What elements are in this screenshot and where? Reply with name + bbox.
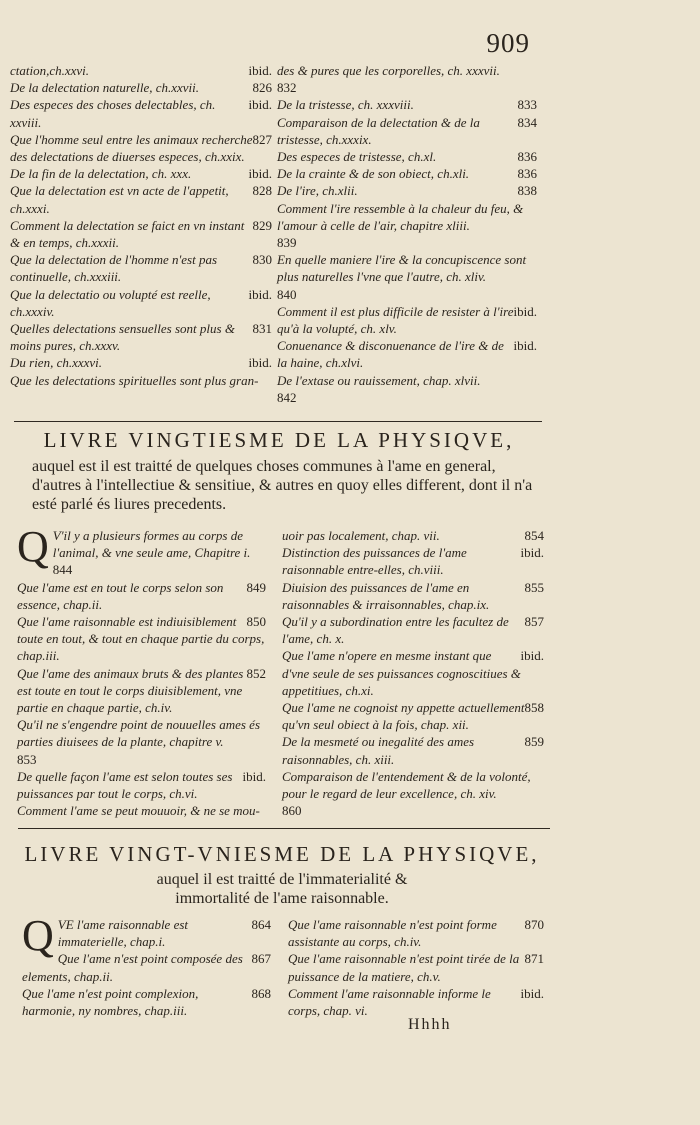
page-number: 909 xyxy=(486,28,530,58)
toc-entry-page: ibid. xyxy=(513,303,537,319)
toc-entry xyxy=(10,131,272,165)
toc-entry xyxy=(10,217,272,251)
toc-entry-title: ctation,ch.xxvi. xyxy=(10,63,90,78)
toc-entry xyxy=(282,647,544,699)
toc-entry xyxy=(17,522,266,579)
toc-entry-page: ibid. xyxy=(520,545,544,561)
toc-entry-title: Des especes des choses delectables, ch. xxviii. xyxy=(10,97,216,130)
toc-entry-title: Que l'ame est en tout le corps selon son essence, chap.ii. xyxy=(17,579,224,612)
toc-entry-title: De la mesmeté ou inegalité des ames raisonnables, ch. xiii. xyxy=(282,734,475,767)
toc-entry xyxy=(17,665,266,717)
toc-entry xyxy=(282,613,544,647)
toc-entry xyxy=(282,579,544,613)
divider-rule xyxy=(14,421,542,422)
toc-entry xyxy=(282,544,544,578)
toc-entry-page: ibid. xyxy=(520,985,544,1001)
toc-entry xyxy=(22,950,271,984)
toc-entry-title: Diuision des puissances de l'ame en raisonnables & irraisonnables, chap.ix. xyxy=(282,579,490,612)
toc-entry xyxy=(10,165,272,182)
toc-entry-title: V'il y a plusieurs formes au corps de l'animal, & vne seule ame, Chapitre i. xyxy=(52,528,251,561)
toc-entry-page: 871 xyxy=(524,951,544,967)
toc-entry-page: 849 xyxy=(246,579,266,595)
toc-entry xyxy=(277,165,537,182)
book-title: LIVRE VINGTIESME DE LA PHYSIQVE, xyxy=(43,428,515,452)
toc-entry xyxy=(282,768,544,820)
toc-entry-page: ibid. xyxy=(242,768,266,784)
toc-entry xyxy=(288,950,544,984)
toc-entry xyxy=(277,337,537,371)
toc-entry xyxy=(22,916,271,950)
toc-entry xyxy=(282,733,544,767)
toc-entry-title: Que la delectation est vn acte de l'appetit, ch.xxxi. xyxy=(10,183,229,216)
toc-entry-page: 853 xyxy=(17,751,37,767)
toc-entry-title: Que l'homme seul entre les animaux recherche des delectations de diuerses especes, ch.xxix. xyxy=(10,131,253,165)
toc-entry-page: 839 xyxy=(277,235,297,251)
toc-entry-page: 870 xyxy=(524,917,544,932)
toc-entry-page: 852 xyxy=(246,665,266,681)
book-subtitle: auquel il est traitté de l'immaterialité & immortalité de l'ame raisonnable. xyxy=(156,871,408,907)
toc-entry-page: 827 xyxy=(252,131,272,147)
toc-entry-title: Que l'ame raisonnable n'est point tirée de la puissance de la matiere, ch.v. xyxy=(288,951,520,984)
toc-entry xyxy=(277,62,537,96)
toc-entry-page: 859 xyxy=(524,734,544,750)
toc-entry xyxy=(17,802,266,819)
toc-entry xyxy=(10,182,272,216)
toc-entry-page: ibid. xyxy=(248,355,272,371)
toc-entry-page: 826 xyxy=(252,80,272,96)
toc-entry xyxy=(17,716,266,768)
toc-entry xyxy=(10,286,272,320)
toc-entry-title: Comment la delectation se faict en vn instant & en temps, ch.xxxii. xyxy=(10,217,245,251)
toc-entry xyxy=(277,96,537,113)
toc-entry-page: ibid. xyxy=(248,63,272,78)
toc-entry-title: Comment l'ire ressemble à la chaleur du feu, & l'amour à celle de l'air, chapitre xliii. xyxy=(277,200,524,233)
toc-entry-title: De quelle façon l'ame est selon toutes ses puissances par tout le corps, ch.vi. xyxy=(17,768,233,802)
toc-column-top-left xyxy=(10,62,272,389)
toc-entry-title: Que l'ame n'est point composée des elements, chap.ii. xyxy=(22,951,243,984)
toc-entry-title: De la fin de la delectation, ch. xxx. xyxy=(10,166,192,182)
toc-entry-page: ibid. xyxy=(248,97,272,113)
toc-entry-page: ibid. xyxy=(513,338,537,354)
toc-entry-page: 834 xyxy=(517,114,537,130)
divider-rule xyxy=(18,828,550,829)
toc-entry-title: Que l'ame ne cognoist ny appette actuellement qu'vn seul obiect à la fois, chap. xii. xyxy=(282,700,525,733)
toc-entry xyxy=(277,182,537,199)
toc-entry xyxy=(10,79,272,96)
toc-entry-title: De la crainte & de son obiect, ch.xli. xyxy=(277,166,470,182)
toc-entry-page: 836 xyxy=(517,166,537,182)
toc-entry-page: 833 xyxy=(517,97,537,113)
toc-entry-title: Qu'il ne s'engendre point de nouuelles ames és parties diuisees de la plante, chapitre v. xyxy=(17,717,261,750)
toc-entry-title: Que l'ame n'est point complexion, harmonie, ny nombres, chap.iii. xyxy=(22,985,199,1019)
toc-entry xyxy=(277,372,537,406)
toc-entry-title: Comment il est plus difficile de resister à l'ire qu'à la volupté, ch. xlv. xyxy=(277,303,514,337)
toc-entry-title: VE l'ame raisonnable est immaterielle, chap.i. xyxy=(57,917,189,950)
toc-entry-title: Distinction des puissances de l'ame raisonnable entre-elles, ch.viii. xyxy=(282,545,467,578)
toc-entry xyxy=(10,96,272,130)
toc-entry xyxy=(10,372,272,389)
toc-entry-title: Que l'ame raisonnable est indiuisiblement toute en tout, & tout en chaque partie du corps, chap.iii. xyxy=(17,614,265,664)
toc-entry-title: De l'ire, ch.xlii. xyxy=(277,183,358,199)
toc-entry xyxy=(10,251,272,285)
toc-entry-page: 864 xyxy=(251,917,271,932)
book-heading-21 xyxy=(16,842,548,908)
drop-cap: Q xyxy=(22,911,54,960)
toc-entry xyxy=(277,114,537,148)
toc-entry-page: 850 xyxy=(246,614,266,630)
toc-entry xyxy=(282,527,544,544)
toc-entry xyxy=(288,916,544,950)
toc-entry xyxy=(282,699,544,733)
toc-column-mid-left xyxy=(17,522,266,819)
toc-entry-title: Que les delectations spirituelles sont plus gran- xyxy=(10,372,259,388)
toc-entry-page: 836 xyxy=(517,149,537,165)
toc-entry-page: 828 xyxy=(252,183,272,199)
toc-entry-title: Comment l'ame se peut mouuoir, & ne se mou- xyxy=(17,803,260,819)
toc-entry xyxy=(288,985,544,1019)
toc-entry-title: Du rien, ch.xxxvi. xyxy=(10,355,103,371)
toc-entry-page: ibid. xyxy=(520,648,544,664)
toc-column-bottom-left xyxy=(22,911,271,1019)
toc-entry-title: Comparaison de l'entendement & de la volonté, pour le regard de leur excellence, ch. xiv. xyxy=(282,768,531,802)
toc-entry-title: Qu'il y a subordination entre les facultez de l'ame, ch. x. xyxy=(282,614,509,647)
toc-entry xyxy=(17,613,266,665)
toc-entry-page: 838 xyxy=(517,183,537,199)
drop-cap: Q xyxy=(17,522,49,571)
toc-entry-page: 829 xyxy=(252,217,272,233)
toc-entry-title: Comment l'ame raisonnable informe le corps, chap. vi. xyxy=(288,985,491,1019)
toc-column-bottom-right xyxy=(288,916,544,1019)
toc-entry-page: ibid. xyxy=(248,286,272,302)
toc-entry-title: Quelles delectations sensuelles sont plus & moins pures, ch.xxxv. xyxy=(10,321,235,354)
toc-entry-title: De la tristesse, ch. xxxviii. xyxy=(277,97,414,113)
toc-entry-page: 867 xyxy=(251,951,271,967)
toc-entry-title: En quelle maniere l'ire & la concupiscence sont plus naturelles l'vne que l'autre, ch. xliv. xyxy=(277,252,527,285)
toc-entry-page: 840 xyxy=(277,286,297,302)
toc-entry-page: 842 xyxy=(277,389,297,405)
toc-entry-title: De l'extase ou rauissement, chap. xlvii. xyxy=(277,372,481,388)
toc-entry xyxy=(277,251,537,303)
toc-entry-page: 830 xyxy=(252,252,272,268)
toc-entry xyxy=(17,579,266,613)
toc-entry-title: Que l'ame des animaux bruts & des plantes est toute en tout le corps diuisiblement, vne partie en chaque partie, ch.iv. xyxy=(17,665,244,716)
toc-entry-title: De la delectation naturelle, ch.xxvii. xyxy=(10,80,200,96)
toc-entry-title: Que la delectation de l'homme n'est pas continuelle, ch.xxxiii. xyxy=(10,252,218,285)
toc-entry-page: 857 xyxy=(524,614,544,630)
toc-entry xyxy=(22,985,271,1019)
toc-entry-page: 855 xyxy=(524,579,544,595)
toc-entry xyxy=(277,200,537,252)
toc-entry-title: Conuenance & disconuenance de l'ire & de la haine, ch.xlvi. xyxy=(277,338,504,371)
toc-list xyxy=(22,911,271,1019)
toc-entry-title: des & pures que les corporelles, ch. xxxvii. xyxy=(277,63,500,78)
book-heading-20 xyxy=(14,428,544,514)
toc-entry-title: Que l'ame raisonnable n'est point forme assistante au corps, ch.iv. xyxy=(288,917,497,950)
toc-entry xyxy=(10,62,272,79)
toc-entry xyxy=(10,354,272,371)
toc-entry-page: 854 xyxy=(524,528,544,543)
book-subtitle: auquel est il est traitté de quelques choses communes à l'ame en general, d'autres à l'intellectiue & sensitiue, & autres en quoy elles different, dont il n'a esté parlé és liures precedents. xyxy=(32,458,533,513)
toc-entry xyxy=(10,320,272,354)
book-title: LIVRE VINGT-VNIESME DE LA PHYSIQVE, xyxy=(24,842,540,866)
toc-entry xyxy=(277,148,537,165)
toc-entry-title: Des especes de tristesse, ch.xl. xyxy=(277,149,437,165)
toc-entry-page: 858 xyxy=(524,700,544,716)
toc-entry-page: ibid. xyxy=(248,166,272,182)
signature-mark: Hhhh xyxy=(408,1016,452,1033)
toc-entry-page: 831 xyxy=(252,321,272,337)
toc-entry xyxy=(277,303,537,337)
toc-entry-title: Que la delectatio ou volupté est reelle, ch.xxxiv. xyxy=(10,286,211,319)
toc-entry-title: Que l'ame n'opere en mesme instant que d'vne seule de ses puissances cognoscitiues & appetitiues, ch.xi. xyxy=(282,648,521,698)
toc-entry-title: Comparaison de la delectation & de la tristesse, ch.xxxix. xyxy=(277,114,480,147)
toc-entry-page: 832 xyxy=(277,80,297,96)
toc-column-top-right xyxy=(277,62,537,406)
toc-column-mid-right xyxy=(282,527,544,819)
toc-entry xyxy=(17,768,266,802)
toc-entry-page: 844 xyxy=(52,562,73,578)
toc-entry-page: 860 xyxy=(282,803,302,819)
toc-list xyxy=(17,522,266,819)
toc-entry-page: 868 xyxy=(251,985,271,1001)
toc-entry-title: uoir pas localement, chap. vii. xyxy=(282,528,440,543)
